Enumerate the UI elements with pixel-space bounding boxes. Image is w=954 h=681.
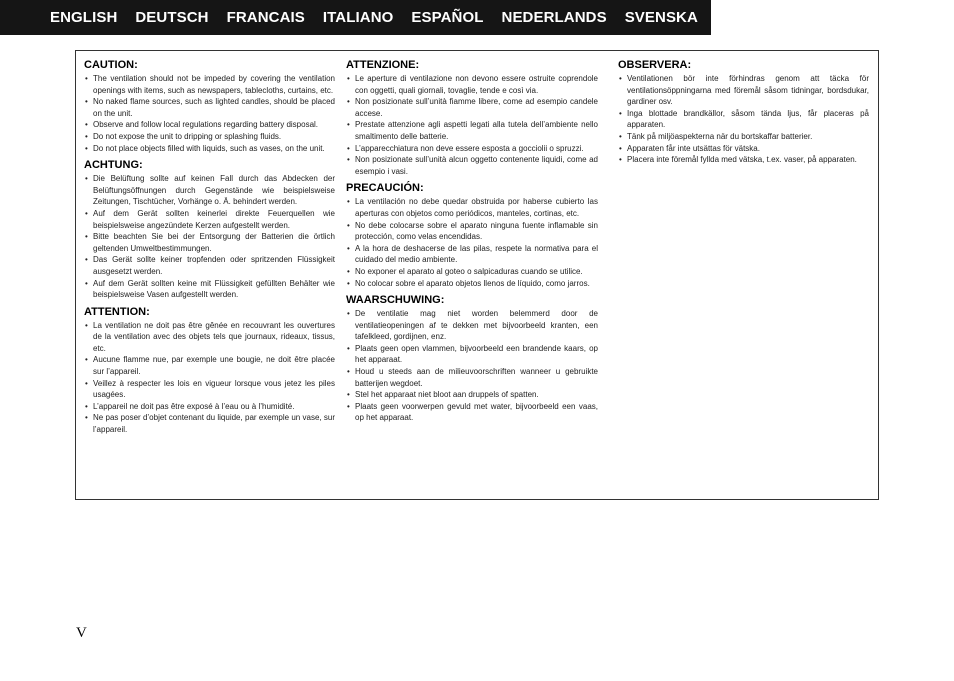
bullet-item: • Ne pas poser d’objet contenant du liquide, par exemple un vase, sur l’appareil. bbox=[84, 412, 335, 435]
section-title: PRECAUCIÓN: bbox=[346, 182, 424, 195]
bullet-item: • Ventilationen bör inte förhindras genom att täcka för ventilationsöppningarna med föremål såsom tidningar, bordsdukar, gardiner osv. bbox=[618, 73, 869, 108]
bullet-item: • La ventilación no debe quedar obstruida por haberse cubierto las aperturas con objetos como periódicos, manteles, cortinas, etc. bbox=[346, 196, 598, 219]
bullet-list bbox=[618, 73, 869, 166]
warning-section bbox=[346, 59, 598, 177]
section-title: ATTENZIONE: bbox=[346, 59, 420, 71]
bullet-item: • Aucune flamme nue, par exemple une bougie, ne doit être placée sur l’appareil. bbox=[84, 354, 335, 377]
section-title: ATTENTION: bbox=[84, 305, 150, 318]
bullet-item: • Das Gerät sollte keiner tropfenden oder spritzenden Flüssigkeit ausgesetzt werden. bbox=[84, 254, 335, 277]
bullet-item: • Non posizionate sull’unità alcun oggetto contenente liquidi, come ad esempio i vasi. bbox=[346, 154, 598, 177]
section-title: CAUTION: bbox=[84, 59, 138, 71]
bullet-item: • Houd u steeds aan de milieuvoorschriften wanneer u gebruikte batterijen wegdoet. bbox=[346, 366, 598, 389]
lang-francais: FRANCAIS bbox=[226, 9, 305, 26]
warning-section bbox=[618, 59, 869, 166]
bullet-item: • No colocar sobre el aparato objetos llenos de líquido, como jarros. bbox=[346, 278, 598, 290]
bullet-item: • Plaats geen open vlammen, bijvoorbeeld een brandende kaars, op het apparaat. bbox=[346, 343, 598, 366]
bullet-item: • The ventilation should not be impeded by covering the ventilation openings with items, such as newspapers, tablecloths, curtains, etc. bbox=[84, 73, 335, 96]
bullet-list bbox=[346, 196, 598, 289]
page-number: V bbox=[76, 625, 87, 641]
bullet-item: • No exponer el aparato al goteo o salpicaduras cuando se utilice. bbox=[346, 266, 598, 278]
bullet-list bbox=[84, 173, 335, 301]
bullet-item: • Auf dem Gerät sollten keinerlei direkte Feuerquellen wie beispielsweise angezündete Kerzen aufgestellt werden. bbox=[84, 208, 335, 231]
language-bar bbox=[0, 0, 711, 35]
bullet-item: • Plaats geen voorwerpen gevuld met water, bijvoorbeeld een vaas, op het apparaat. bbox=[346, 401, 598, 424]
lang-english: ENGLISH bbox=[50, 9, 118, 26]
bullet-item: • Tänk på miljöaspekterna när du bortskaffar batterier. bbox=[618, 131, 869, 143]
lang-nederlands: NEDERLANDS bbox=[501, 9, 607, 26]
bullet-item: • Prestate attenzione agli aspetti legati alla tutela dell’ambiente nello smaltimento delle batterie. bbox=[346, 119, 598, 142]
bullet-list bbox=[346, 308, 598, 424]
warnings-box bbox=[75, 50, 879, 500]
bullet-item: • Veillez à respecter les lois en vigueur lorsque vous jetez les piles usagées. bbox=[84, 378, 335, 401]
bullet-item: • Do not place objects filled with liquids, such as vases, on the unit. bbox=[84, 143, 335, 155]
bullet-list bbox=[346, 73, 598, 177]
bullet-item: • Bitte beachten Sie bei der Entsorgung der Batterien die örtlich geltenden Umweltbestimmungen. bbox=[84, 231, 335, 254]
bullet-item: • Die Belüftung sollte auf keinen Fall durch das Abdecken der Belüftungsöffnungen durch Gegenstände wie beispielsweise Zeitungen, Tischtücher, Vorhänge o. Ä. behindert werden. bbox=[84, 173, 335, 208]
bullet-item: • Do not expose the unit to dripping or splashing fluids. bbox=[84, 131, 335, 143]
section-title: ACHTUNG: bbox=[84, 159, 143, 172]
bullet-item: • Stel het apparaat niet bloot aan druppels of spatten. bbox=[346, 389, 598, 401]
warning-section bbox=[84, 59, 335, 154]
bullet-item: • L’apparecchiatura non deve essere esposta a gocciolii o spruzzi. bbox=[346, 143, 598, 155]
warning-section bbox=[84, 306, 335, 436]
bullet-item: • No debe colocarse sobre el aparato ninguna fuente inflamable sin protección, como velas encendidas. bbox=[346, 220, 598, 243]
lang-italiano: ITALIANO bbox=[322, 9, 394, 26]
warning-section bbox=[346, 294, 598, 424]
bullet-item: • La ventilation ne doit pas être gênée en recouvrant les ouvertures de la ventilation avec des objets tels que journaux, rideaux, tissus, etc. bbox=[84, 320, 335, 355]
bullet-item: • No naked flame sources, such as lighted candles, should be placed on the unit. bbox=[84, 96, 335, 119]
bullet-item: • Inga blottade brandkällor, såsom tända ljus, får placeras på apparaten. bbox=[618, 108, 869, 131]
bullet-item: • Observe and follow local regulations regarding battery disposal. bbox=[84, 119, 335, 131]
bullet-item: • Apparaten får inte utsättas för vätska. bbox=[618, 143, 869, 155]
bullet-item: • Placera inte föremål fyllda med vätska, t.ex. vaser, på apparaten. bbox=[618, 154, 869, 166]
warning-section bbox=[84, 159, 335, 301]
warning-section bbox=[346, 182, 598, 289]
column-2 bbox=[346, 59, 598, 429]
bullet-item: • L’appareil ne doit pas être exposé à l’eau ou à l’humidité. bbox=[84, 401, 335, 413]
lang-deutsch: DEUTSCH bbox=[135, 9, 209, 26]
column-1 bbox=[84, 59, 335, 441]
column-3 bbox=[618, 59, 869, 171]
bullet-item: • Non posizionate sull’unità fiamme libere, come ad esempio candele accese. bbox=[346, 96, 598, 119]
bullet-item: • A la hora de deshacerse de las pilas, respete la normativa para el cuidado del medio ambiente. bbox=[346, 243, 598, 266]
section-title: OBSERVERA: bbox=[618, 59, 692, 71]
section-title: WAARSCHUWING: bbox=[346, 294, 445, 307]
bullet-item: • Auf dem Gerät sollten keine mit Flüssigkeit gefüllten Behälter wie beispielsweise Vasen aufgestellt werden. bbox=[84, 278, 335, 301]
bullet-item: • De ventilatie mag niet worden belemmerd door de ventilatieopeningen af te dekken met bijvoorbeeld kranten, een tafelkleed, gordijnen, enz. bbox=[346, 308, 598, 343]
bullet-list bbox=[84, 320, 335, 436]
lang-svenska: SVENSKA bbox=[624, 9, 698, 26]
bullet-list bbox=[84, 73, 335, 154]
bullet-item: • Le aperture di ventilazione non devono essere ostruite coprendole con oggetti, quali giornali, tovaglie, tende e così via. bbox=[346, 73, 598, 96]
lang-espanol: ESPAÑOL bbox=[411, 9, 484, 26]
